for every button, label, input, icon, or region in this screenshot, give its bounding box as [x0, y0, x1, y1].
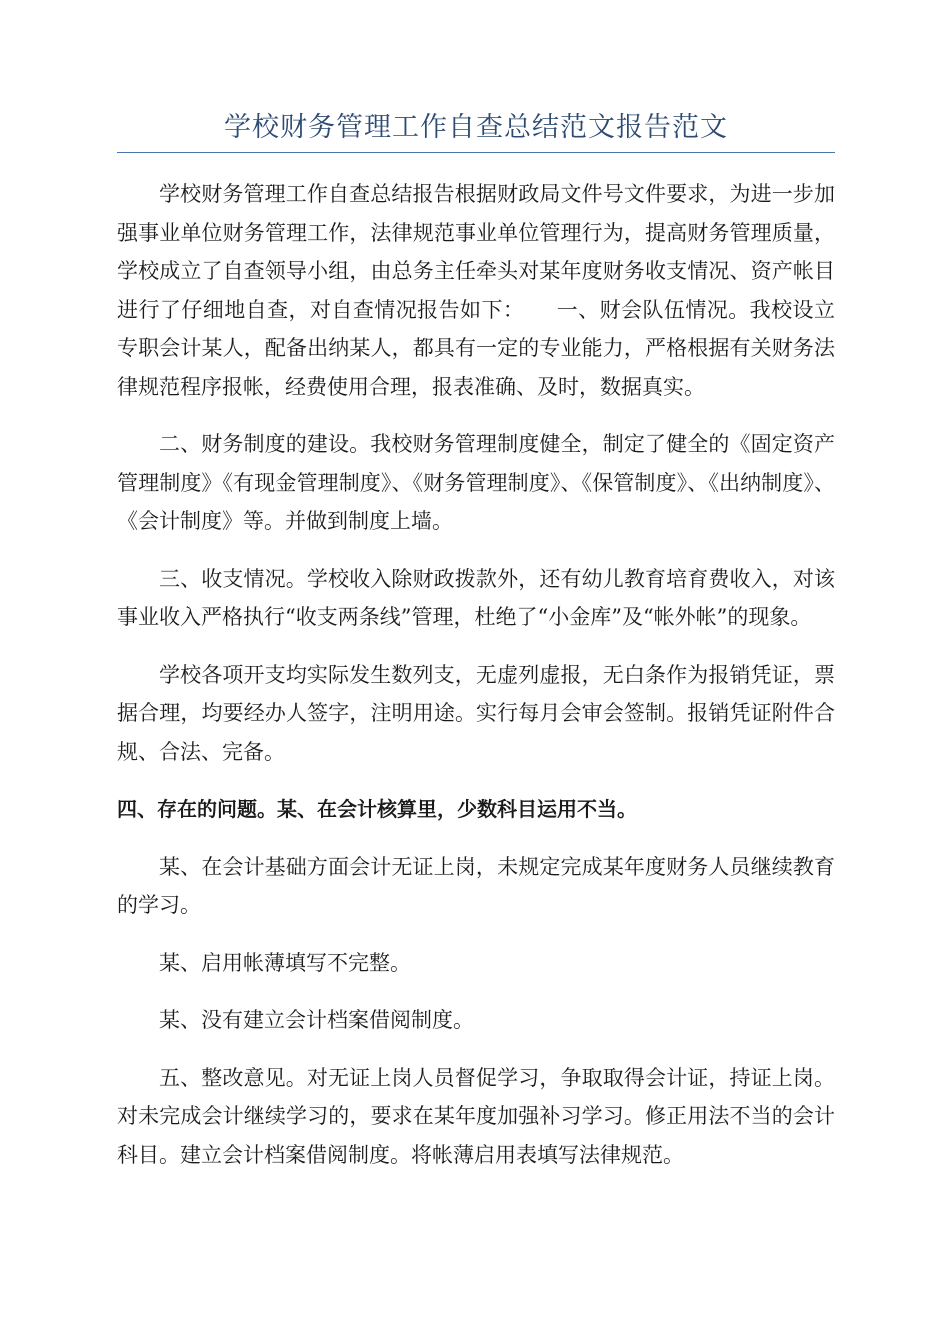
document-page — [117, 108, 835, 1193]
paragraph-income: 三、收支情况。学校收入除财政拨款外，还有幼儿教育培育费收入，对该事业收入严格执行“收支两条线”管理，杜绝了“小金库”及“帐外帐”的现象。 — [117, 566, 835, 629]
paragraph-issue-certification: 某、在会计基础方面会计无证上岗，未规定完成某年度财务人员继续教育的学习。 — [117, 854, 835, 917]
title-divider — [117, 152, 835, 153]
paragraph-issue-ledger: 某、启用帐薄填写不完整。 — [159, 950, 411, 975]
paragraph-system: 二、财务制度的建设。我校财务管理制度健全，制定了健全的《固定资产管理制度》《有现金管理制度》、《财务管理制度》、《保管制度》、《出纳制度》、《会计制度》等。并做到制度上墙。 — [117, 432, 835, 533]
paragraph-expenses: 学校各项开支均实际发生数列支，无虚列虚报，无白条作为报销凭证，票据合理，均要经办人签字，注明用途。实行每月会审会签制。报销凭证附件合规、合法、完备。 — [117, 662, 835, 764]
paragraph-issues-heading: 四、存在的问题。某、在会计核算里，少数科目运用不当。 — [117, 797, 637, 821]
paragraph-rectification: 五、整改意见。对无证上岗人员督促学习，争取取得会计证，持证上岗。对未完成会计继续学习的，要求在某年度加强补习学习。修正用法不当的会计科目。建立会计档案借阅制度。将帐薄启用表填写法律规范。 — [117, 1065, 835, 1167]
paragraph-issue-archive: 某、没有建立会计档案借阅制度。 — [159, 1008, 474, 1032]
paragraph-intro: 学校财务管理工作自查总结报告根据财政局文件号文件要求，为进一步加强事业单位财务管理工作，法律规范事业单位管理行为，提高财务管理质量，学校成立了自查领导小组，由总务主任牵头对某年度财务收支情况、资产帐目进行了仔细地自查，对自查情况报告如下： 一、财会队伍情况。我校设立专职会计某人，配备出纳某人，都具有一定的专业能力，严格根据有关财务法律规范程序报帐，经费使用合理，报表准确、及时，数据真实。 — [117, 182, 835, 399]
document-title: 学校财务管理工作自查总结范文报告范文 — [224, 112, 728, 143]
